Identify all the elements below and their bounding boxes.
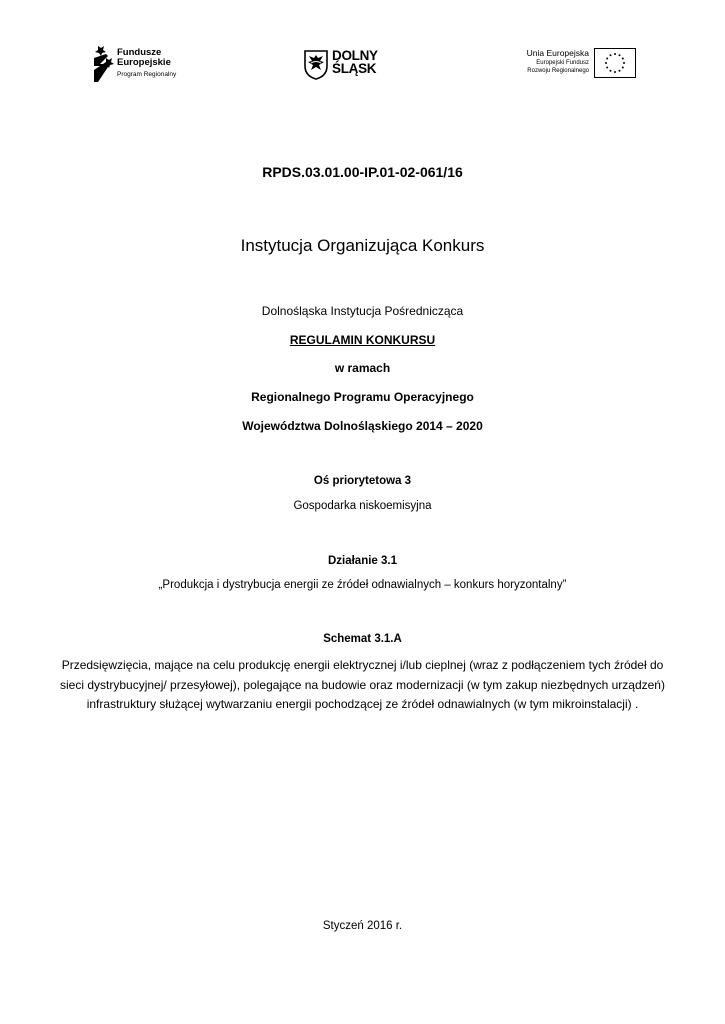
- fundusze-logo-line3: Program Regionalny: [117, 71, 177, 78]
- institution-heading: Instytucja Organizująca Konkurs: [240, 236, 485, 255]
- fundusze-europejskie-star-icon: [92, 44, 114, 84]
- regulation-title: REGULAMIN KONKURSU: [289, 333, 436, 347]
- institution-name: Dolnośląska Instytucja Pośrednicząca: [261, 304, 464, 318]
- unia-logo-line1: Unia Europejska: [526, 48, 589, 58]
- scheme-description-line1: Przedsięwzięcia, mające na celu produkcję energii elektrycznej i/lub cieplnej (wraz z podłączeniem tych źródeł do: [61, 658, 664, 672]
- unia-europejska-logo: [512, 48, 637, 80]
- fundusze-logo-line1: Fundusze: [117, 47, 162, 58]
- scheme-description-line2: sieci dystrybucyjnej/ przesyłowej), polegające na budowie oraz modernizacji (w tym zakup niezbędnych urządzeń): [60, 678, 665, 692]
- fundusze-logo-line2: Europejskie: [117, 57, 171, 68]
- action-label: Działanie 3.1: [327, 555, 398, 567]
- dolny-slask-line2: ŚLĄSK: [332, 61, 377, 76]
- program-name-line1: Regionalnego Programu Operacyjnego: [251, 390, 474, 404]
- eu-flag-icon: [594, 48, 636, 78]
- dolny-slask-eagle-icon: [304, 50, 328, 80]
- priority-axis-label: Oś priorytetowa 3: [313, 475, 412, 487]
- dolny-slask-line1: DOLNY: [332, 48, 378, 63]
- fundusze-europejskie-logo: [92, 44, 192, 84]
- priority-axis-name: Gospodarka niskoemisyjna: [293, 500, 432, 512]
- action-name: „Produkcja i dystrybucja energii ze źródeł odnawialnych – konkurs horyzontalny”: [158, 579, 567, 591]
- dolny-slask-logo: [304, 48, 396, 82]
- program-name-line2: Województwa Dolnośląskiego 2014 – 2020: [242, 419, 483, 433]
- document-reference-number: RPDS.03.01.00-IP.01-02-061/16: [262, 164, 463, 180]
- scheme-label: Schemat 3.1.A: [323, 633, 402, 645]
- unia-logo-line2: Europejski Fundusz: [536, 60, 589, 66]
- scheme-description-line3: infrastruktury służącej wytwarzaniu energii pochodzącej ze źródeł odnawialnych (w tym mikroinstalacji) .: [86, 697, 639, 711]
- in-frame-text: w ramach: [334, 361, 391, 375]
- document-date: Styczeń 2016 r.: [322, 920, 403, 932]
- unia-logo-line3: Rozwoju Regionalnego: [527, 68, 589, 74]
